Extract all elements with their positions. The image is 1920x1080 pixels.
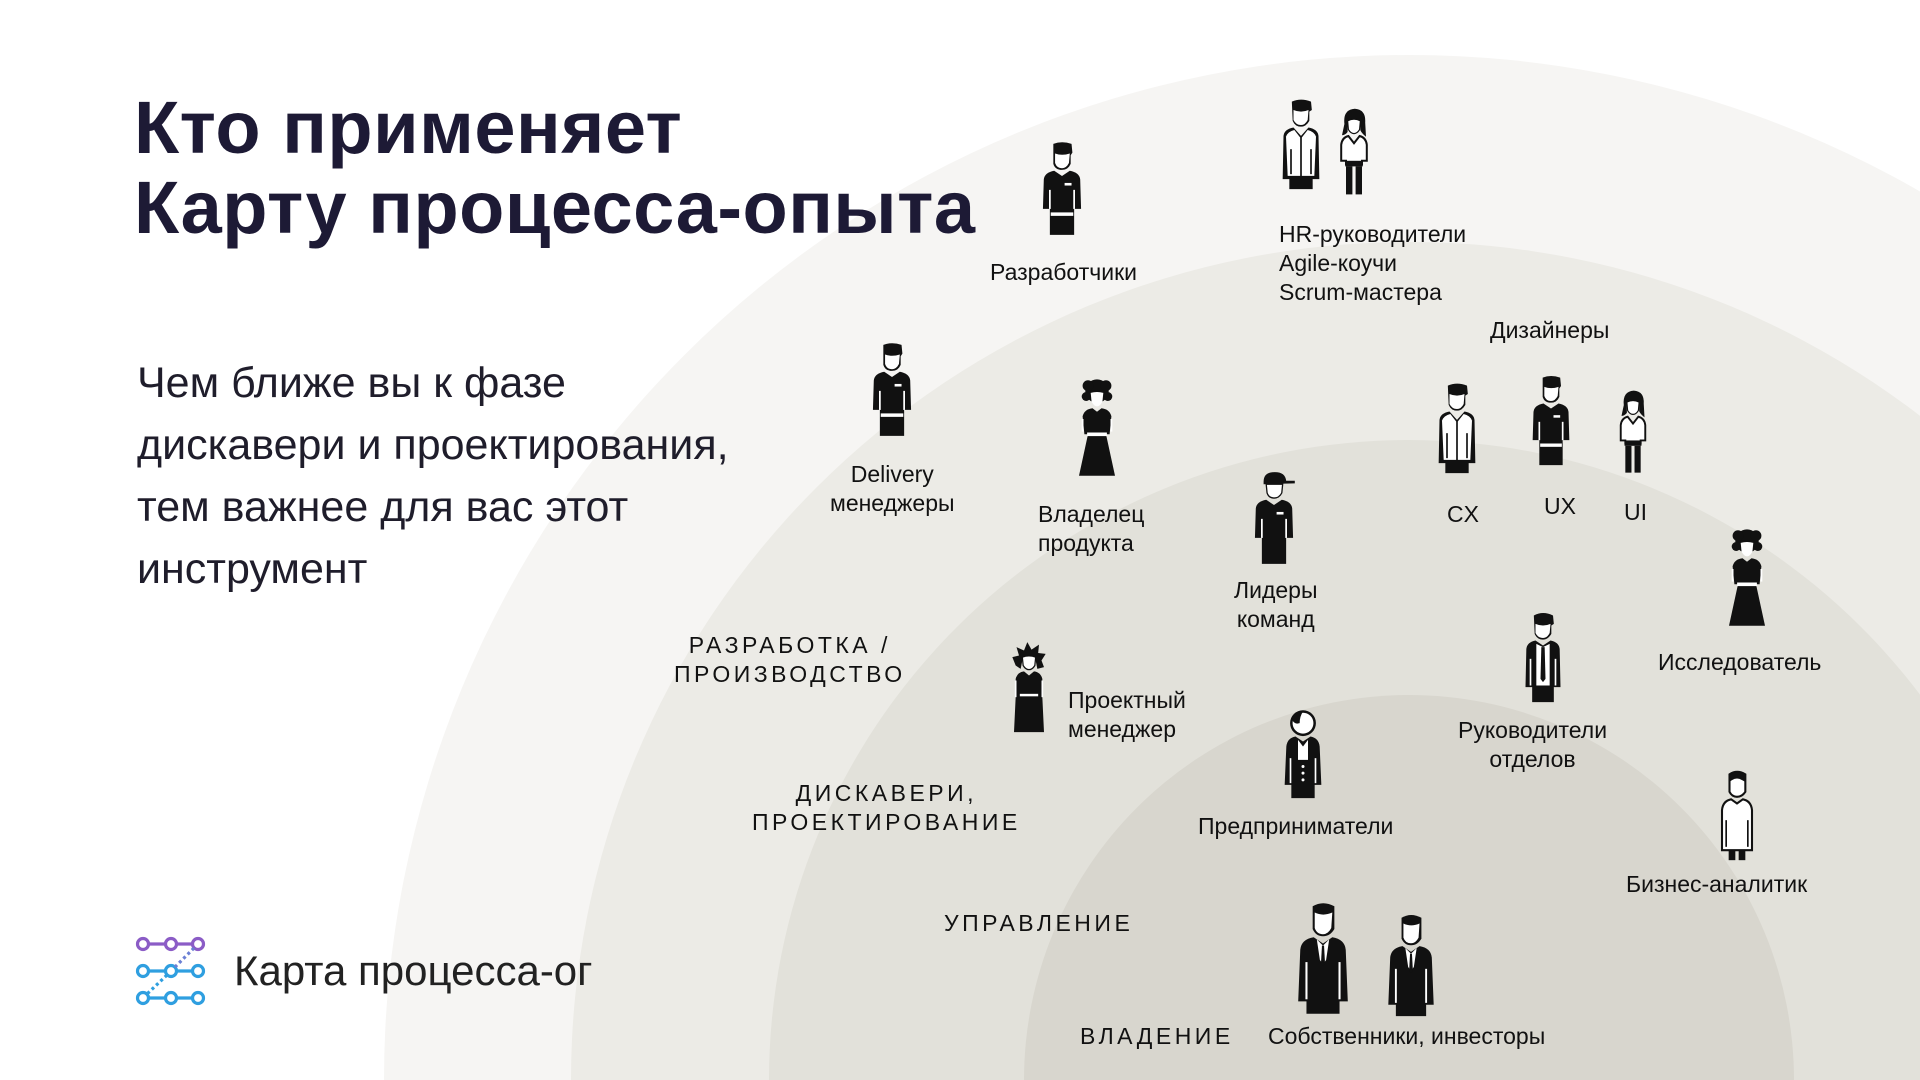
role-label-developers [990,258,1137,287]
subtitle-line: инструмент [137,545,368,593]
subtitle-line: дискавери и проектирования, [137,421,729,469]
role-label-line: Разработчики [990,259,1137,285]
role-label-line: UX [1544,493,1576,519]
role-label-line: UI [1624,499,1647,525]
role-label-line: Бизнес-аналитик [1626,871,1808,897]
role-label-ux [1544,492,1576,521]
role-label-ui [1624,498,1647,527]
role-label-line: менеджеры [830,490,955,516]
woman-top-icon [1330,100,1378,204]
process-map-logo-icon [134,934,208,1008]
zone-label-line: ПРОЕКТИРОВАНИЕ [752,809,1021,835]
man-tie-icon [1518,606,1568,710]
man-polo-icon [1526,362,1576,480]
subtitle-line: Чем ближе вы к фазе [137,359,566,407]
subtitle [137,352,857,600]
designer-cx-figure [1432,370,1482,488]
man-suit-icon [1382,914,1440,1018]
role-label-line: Delivery [850,461,934,487]
role-label-owners-investors [1268,1022,1545,1051]
role-label-line: HR-руководители [1279,221,1467,247]
title-line: Кто применяет [134,86,683,169]
zone-label-production [674,631,906,689]
role-label-line: продукта [1038,530,1134,556]
business-analyst-figure [1712,764,1762,868]
man-cap-icon [1248,462,1300,574]
role-label-line: Исследователь [1658,649,1822,675]
department-head-figure [1518,606,1568,710]
role-label-line: Собственники, инвесторы [1268,1023,1546,1049]
role-label-line: Agile-коучи [1279,250,1397,276]
developer-figure [1036,128,1088,250]
team-lead-figure [1248,462,1300,574]
zone-label-line: ВЛАДЕНИЕ [1080,1023,1234,1049]
role-label-line: Предприниматели [1198,813,1394,839]
role-label-product-owner [1038,500,1144,558]
man-polo-icon [1036,128,1088,250]
page-title [134,88,976,248]
role-label-line: Проектный [1068,687,1186,713]
man-shirt-icon [1276,86,1326,204]
hr-man-figure [1276,86,1326,204]
man-vest-icon [1278,702,1328,806]
role-label-line: Scrum-мастера [1279,279,1442,305]
role-label-line: менеджер [1068,716,1176,742]
project-manager-figure [1004,634,1054,742]
woman-dress-icon [1720,518,1774,638]
designer-ui-figure [1610,380,1656,484]
role-label-team-leads [1234,576,1317,634]
man-shirt-icon [1432,370,1482,488]
man-polo-icon [866,330,918,450]
designer-ux-figure [1526,362,1576,480]
role-label-project-manager [1068,686,1186,744]
woman-spiky-hair-icon [1004,634,1054,742]
zone-label-line: УПРАВЛЕНИЕ [944,910,1134,936]
role-label-line: CX [1447,501,1479,527]
role-label-line: Владелец [1038,501,1145,527]
role-label-department-heads [1458,716,1607,774]
brand [134,934,592,1008]
role-label-line: отделов [1489,746,1576,772]
owner-figure [1292,900,1354,1018]
role-label-line: Лидеры [1234,577,1318,603]
man-suit-icon [1292,900,1354,1018]
role-label-line: команд [1236,606,1315,632]
zone-label-management [944,909,1133,938]
role-label-researcher [1658,648,1821,677]
role-label-delivery-managers [830,460,955,518]
brand-name: Карта процесса-ог [234,947,593,994]
investor-figure [1382,914,1440,1018]
role-label-line: Руководители [1458,717,1608,743]
woman-dress-icon [1070,368,1124,488]
role-label-designers [1490,316,1609,345]
woman-top-icon [1610,380,1656,484]
role-label-hr-agile-scrum [1279,220,1466,307]
entrepreneur-figure [1278,702,1328,806]
zone-label-ownership [1080,1022,1234,1051]
zone-label-line: РАЗРАБОТКА / [688,632,891,658]
zone-label-line: ПРОИЗВОДСТВО [674,661,906,687]
role-label-business-analyst [1626,870,1807,899]
zone-label-discovery [752,779,1021,837]
product-owner-figure [1070,368,1124,488]
researcher-figure [1720,518,1774,638]
man-casual-icon [1712,764,1762,868]
title-line: Карту процесса-опыта [134,166,976,249]
delivery-manager-figure [866,330,918,450]
hr-woman-figure [1330,100,1378,204]
role-label-cx [1447,500,1479,529]
role-label-entrepreneurs [1198,812,1393,841]
role-label-line: Дизайнеры [1490,317,1610,343]
zone-label-line: ДИСКАВЕРИ, [795,780,978,806]
subtitle-line: тем важнее для вас этот [137,483,629,531]
